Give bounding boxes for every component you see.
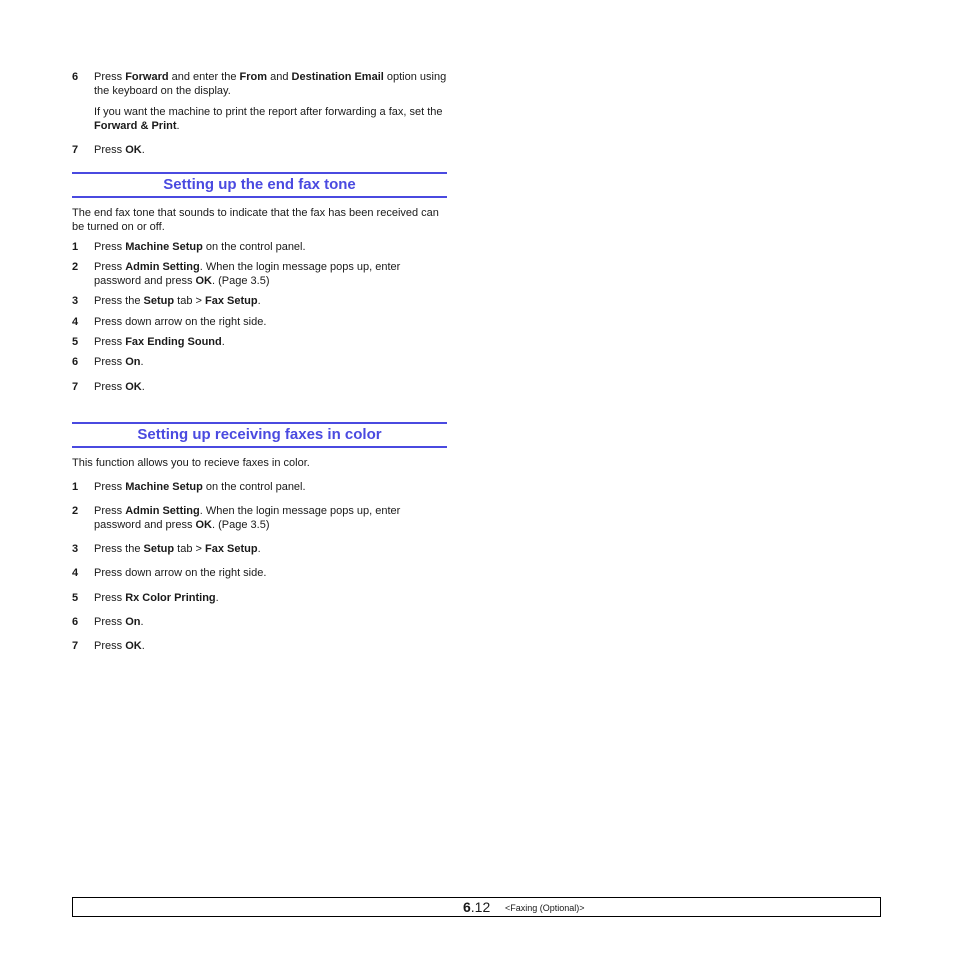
page-number: 6.12 <box>463 899 491 915</box>
step-number: 7 <box>72 144 79 156</box>
step-text: Press Forward and enter the From and Destination Email option using the keyboard on the display. <box>94 71 447 97</box>
step-text: Press Admin Setting. When the login message pops up, enter password and press OK. (Page 3.5) <box>94 261 401 287</box>
step-text: Press On. <box>94 616 144 628</box>
step-text: Press Machine Setup on the control panel. <box>94 241 306 253</box>
section-heading-receive-color: Setting up receiving faxes in color <box>72 422 447 448</box>
intro-note: If you want the machine to print the report after forwarding a fax, set the Forward & Print. <box>94 106 443 132</box>
step-text: Press the Setup tab > Fax Setup. <box>94 543 261 555</box>
section1-intro: The end fax tone that sounds to indicate that the fax has been received can be turned on or off. <box>72 207 439 233</box>
step-number: 7 <box>72 381 79 393</box>
page-footer <box>72 897 881 917</box>
section-heading-end-fax-tone: Setting up the end fax tone <box>72 172 447 198</box>
step-number: 5 <box>72 592 79 604</box>
section2-intro: This function allows you to recieve faxes in color. <box>72 457 310 469</box>
step-text: Press OK. <box>94 144 145 156</box>
step-text: Press down arrow on the right side. <box>94 316 267 328</box>
step-number: 3 <box>72 295 79 307</box>
step-text: Press Rx Color Printing. <box>94 592 219 604</box>
step-text: Press Fax Ending Sound. <box>94 336 225 348</box>
step-number: 4 <box>72 316 79 328</box>
step-number: 1 <box>72 481 79 493</box>
step-number: 6 <box>72 356 79 368</box>
chapter-label: <Faxing (Optional)> <box>505 903 585 913</box>
step-number: 6 <box>72 71 79 83</box>
step-text: Press the Setup tab > Fax Setup. <box>94 295 261 307</box>
step-text: Press OK. <box>94 640 145 652</box>
step-number: 7 <box>72 640 79 652</box>
step-number: 4 <box>72 567 79 579</box>
step-text: Press down arrow on the right side. <box>94 567 267 579</box>
step-number: 3 <box>72 543 79 555</box>
step-text: Press OK. <box>94 381 145 393</box>
step-number: 6 <box>72 616 79 628</box>
step-number: 2 <box>72 505 79 517</box>
step-text: Press On. <box>94 356 144 368</box>
step-number: 1 <box>72 241 79 253</box>
step-text: Press Admin Setting. When the login message pops up, enter password and press OK. (Page 3.5) <box>94 505 401 531</box>
step-text: Press Machine Setup on the control panel. <box>94 481 306 493</box>
step-number: 2 <box>72 261 79 273</box>
step-number: 5 <box>72 336 79 348</box>
